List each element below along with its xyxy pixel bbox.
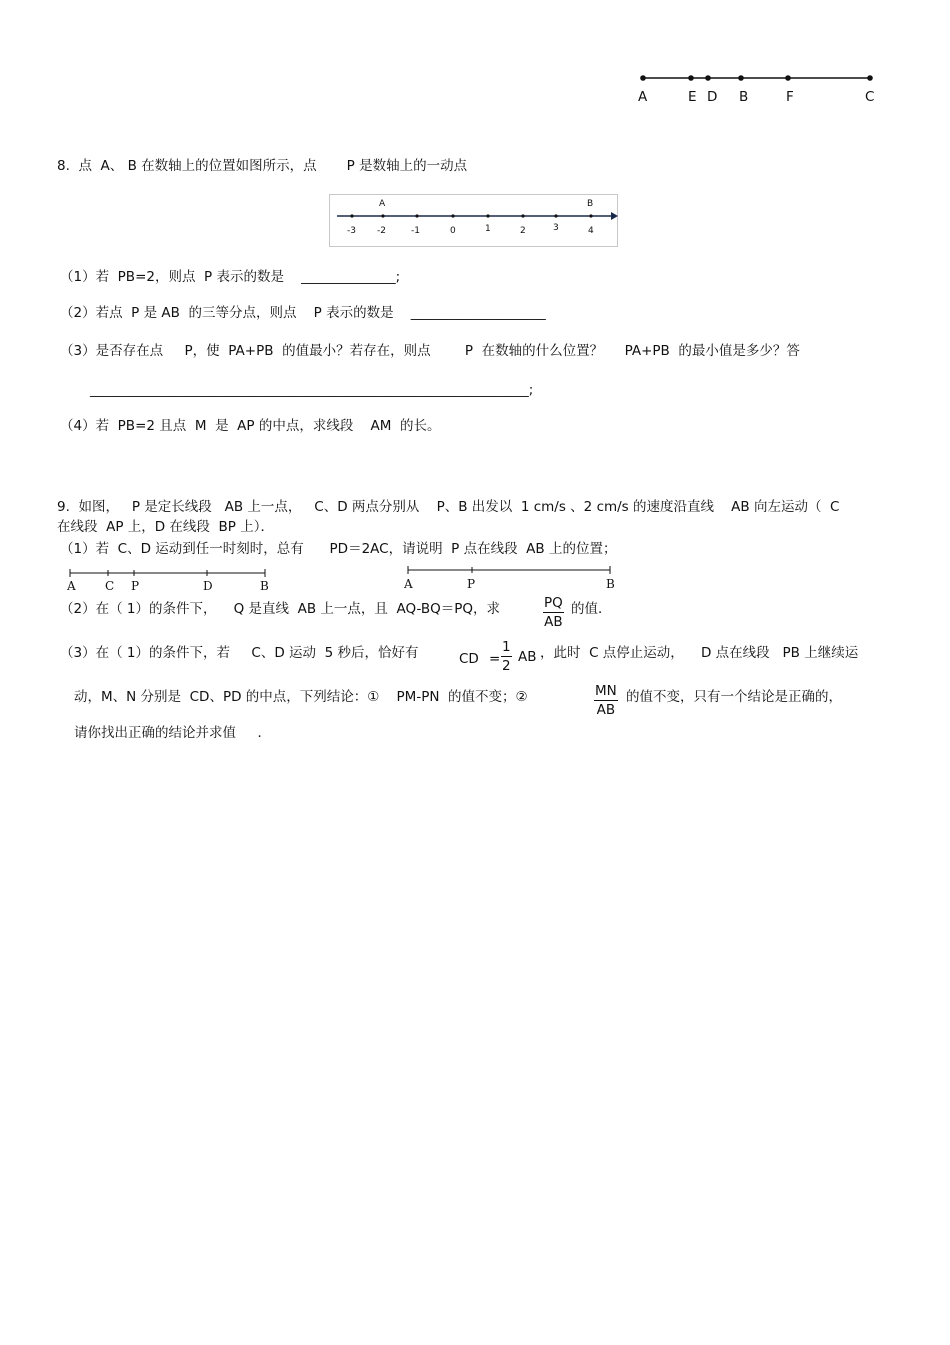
q9-part1: （1）若 C、D 运动到任一时刻时，总有 PD＝2AC，请说明 P 点在线段 AB 上的位置； [60,541,617,557]
q9-part3-line2: 动，M、N 分别是 CD、PD 的中点，下列结论：① PM-PN 的值不变；② [74,689,528,705]
q9-part2-frac-numerator: PQ [544,595,563,611]
point-label-c: C [865,89,875,105]
q9-part3: （3）在（ 1）的条件下，若 C、D 运动 5 秒后，恰好有 [60,645,419,661]
q9-part3-frac-numerator: 1 [502,639,511,655]
q8-tick-3: 3 [553,223,559,233]
q8-tick--2: -2 [377,226,386,236]
q8-tick-4: 4 [588,226,594,236]
q9-part3-frac-denominator: 2 [502,658,511,674]
q9-fig1-label-c: C [105,579,115,593]
q9-part2-frac-denominator: AB [544,614,563,630]
q9-fig1-label-d: D [203,579,213,593]
q8-part3: （3）是否存在点 P，使 PA+PB 的值最小？若存在，则点 P 在数轴的什么位置？ PA+PB 的最小值是多少？答 [60,343,800,359]
q9-stem-line2: 在线段 AP 上，D 在线段 BP 上）． [57,519,274,535]
q9-fig2-label-a: A [404,577,413,591]
q8-tick-0: 0 [450,226,456,236]
point-label-d: D [707,89,718,105]
q8-part2: （2）若点 P 是 AB 的三等分点，则点 P 表示的数是 ____________________ [60,305,546,321]
q8-part3-answer-line: _________________________________________________________________; [90,382,534,398]
q9-fig2-label-b: B [606,577,615,591]
q9-part3-frac2-numerator: MN [595,683,617,699]
point-label-f: F [786,89,794,105]
q8-tick-1: 1 [485,224,491,234]
q9-figure-1 [60,566,280,586]
q9-part2: （2）在（ 1）的条件下， Q 是直线 AB 上一点，且 AQ-BQ＝PQ，求 [60,601,501,617]
q8-stem: 8. 点 A、 B 在数轴上的位置如图所示，点 P 是数轴上的一动点 [57,158,468,174]
q8-tick--3: -3 [347,226,356,236]
q9-part3-frac2-denominator: AB [596,702,616,718]
q9-figure-2 [400,563,620,583]
q9-part2-fraction [543,594,564,631]
q9-stem-line1: 9. 如图， P 是定长线段 AB 上一点， C、D 两点分别从 P、B 出发以 1 cm/s 、2 cm/s 的速度沿直线 AB 向左运动（ C [57,499,840,515]
q9-part3-cd: CD [459,651,479,667]
q9-part3-line2-suffix: 的值不变，只有一个结论是正确的， [626,689,842,705]
q9-part2-suffix: 的值． [571,601,612,617]
q8-part4: （4）若 PB=2 且点 M 是 AP 的中点，求线段 AM 的长。 [60,418,441,434]
q9-part3-fraction2 [594,682,618,719]
q8-axis-label-a: A [379,199,386,209]
q8-tick--1: -1 [411,226,420,236]
q8-part1: （1）若 PB=2，则点 P 表示的数是 ______________; [60,269,401,285]
q9-part3-equals: = [489,651,501,667]
q8-axis-label-b: B [587,199,594,209]
point-label-e: E [688,89,697,105]
point-label-b: B [739,89,749,105]
q9-part3-continued: ，此时 C 点停止运动， D 点在线段 PB 上继续运 [540,645,859,661]
q9-fig1-label-p: P [131,579,140,593]
q9-part3-fraction [501,638,512,675]
q9-part3-ab: AB [518,649,537,665]
top-segment-figure [0,0,950,120]
q9-fig1-label-a: A [67,579,76,593]
q8-tick-2: 2 [520,226,526,236]
q9-fig2-label-p: P [467,577,476,591]
q8-number-line [329,194,619,248]
q9-fig1-label-b: B [260,579,269,593]
q9-part3-line3: 请你找出正确的结论并求值 ． [74,725,271,741]
point-label-a: A [638,89,648,105]
